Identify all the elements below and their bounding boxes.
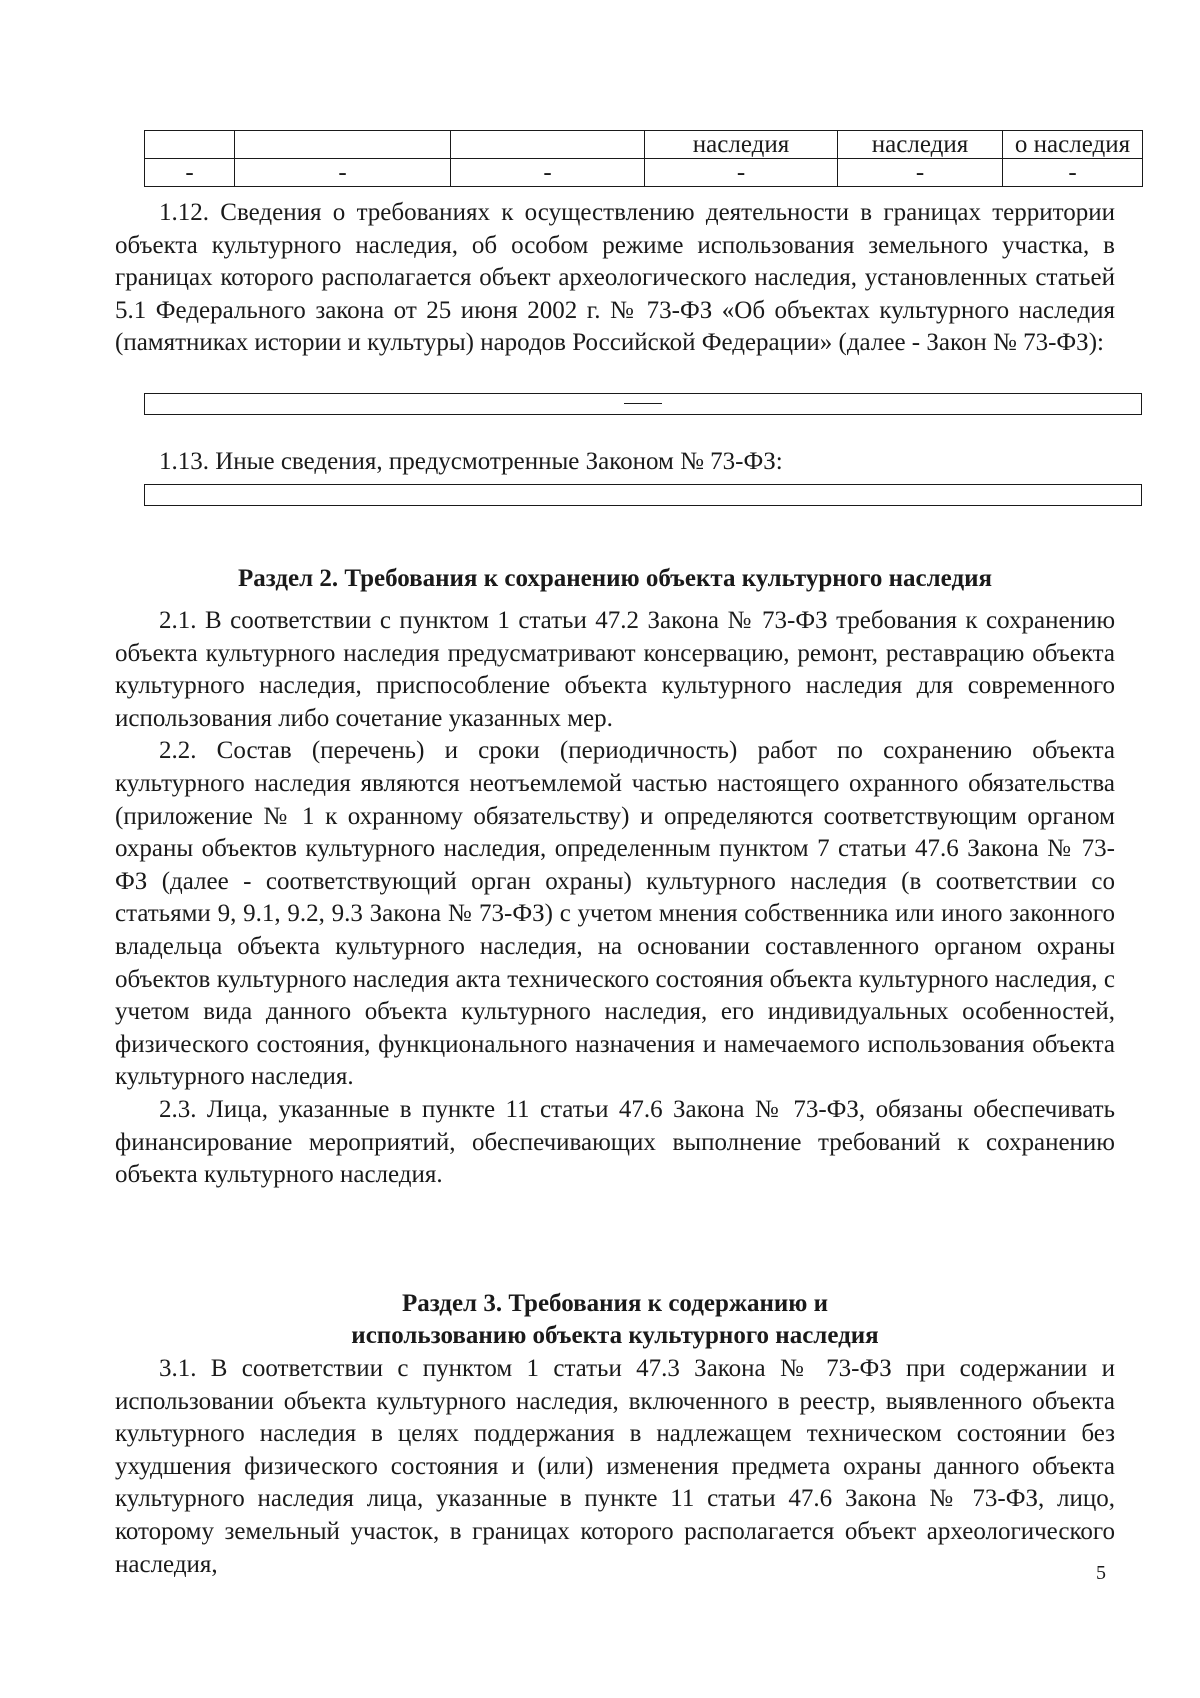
table-cell: - [838,159,1003,187]
table-cell [451,131,645,159]
paragraph: 2.1. В соответствии с пунктом 1 статьи 47.2 Закона № 73-ФЗ требования к сохранению объекта культурного наследия предусматривают консервацию, ремонт, реставрацию объекта культурного наследия, приспособление объекта культурного наследия для современного использования либо сочетание указанных мер. [115,607,1115,732]
page-number: 5 [1096,1562,1106,1584]
paragraph: 1.12. Сведения о требованиях к осуществлению деятельности в границах территории объекта культурного наследия, об особом режиме использования земельного участка, в границах которого располагается объект археологического наследия, установленных статьей 5.1 Федерального закона от 25 июня 2002 г. № 73-ФЗ «Об объектах культурного наследия (памятниках истории и культуры) народов Российской Федерации» (далее - Закон № 73-ФЗ): [115,199,1115,357]
table-cell: - [645,159,838,187]
section-2-body [115,605,1115,1192]
paragraph: 2.2. Состав (перечень) и сроки (периодичность) работ по сохранению объекта культурного наследия являются неотъемлемой частью настоящего охранного обязательства (приложение № 1 к охранному обязательству) и определяются соответствующим органом охраны объектов культурного наследия, определенным пунктом 7 статьи 47.6 Закона № 73-ФЗ (далее - соответствующий орган охраны) культурного наследия (в соответствии со статьями 9, 9.1, 9.2, 9.3 Закона № 73-ФЗ) с учетом мнения собственника или иного законного владельца объекта культурного наследия, на основании составленного органом охраны объектов культурного наследия акта технического состояния объекта культурного наследия, с учетом вида данного объекта культурного наследия, его индивидуальных особенностей, физического состояния, функционального назначения и намечаемого использования объекта культурного наследия. [115,737,1115,1091]
table-row [145,131,1143,159]
dash-mark [624,403,662,404]
table-cell: наследия [838,131,1003,159]
table-cell [235,131,451,159]
table-row [145,159,1143,187]
paragraph: 2.3. Лица, указанные в пункте 11 статьи 47.6 Закона № 73-ФЗ, обязаны обеспечивать финансирование мероприятий, обеспечивающих выполнение требований к сохранению объекта культурного наследия. [115,1095,1115,1189]
paragraph: 1.13. Иные сведения, предусмотренные Законом № 73-ФЗ: [159,448,783,475]
item-1-12-answer-box [144,393,1142,415]
table-cell: - [145,159,235,187]
item-1-12 [115,197,1115,360]
section-3-title-line-2: использованию объекта культурного наследия [351,1322,879,1349]
section-2-title: Раздел 2. Требования к сохранению объекта культурного наследия [237,565,993,592]
table-cell [145,131,235,159]
item-1-13 [115,446,1115,479]
item-1-13-answer-box [144,484,1142,506]
section-3-title-line-1: Раздел 3. Требования к содержанию и [401,1290,829,1317]
table-cell: - [451,159,645,187]
section-3-body [115,1353,1115,1581]
table-cell: о наследия [1003,131,1143,159]
paragraph: 3.1. В соответствии с пунктом 1 статьи 47.3 Закона № 73-ФЗ при содержании и использовании объекта культурного наследия, включенного в реестр, выявленного объекта культурного наследия в целях поддержания в надлежащем техническом состоянии без ухудшения физического состояния и (или) изменения предмета охраны данного объекта культурного наследия лица, указанные в пункте 11 статьи 47.6 Закона № 73-ФЗ, лицо, которому земельный участок, в границах которого располагается объект археологического наследия, [115,1355,1115,1578]
table-cell: - [235,159,451,187]
table-cell: - [1003,159,1143,187]
table-cell: наследия [645,131,838,159]
continuation-table [144,130,1143,187]
